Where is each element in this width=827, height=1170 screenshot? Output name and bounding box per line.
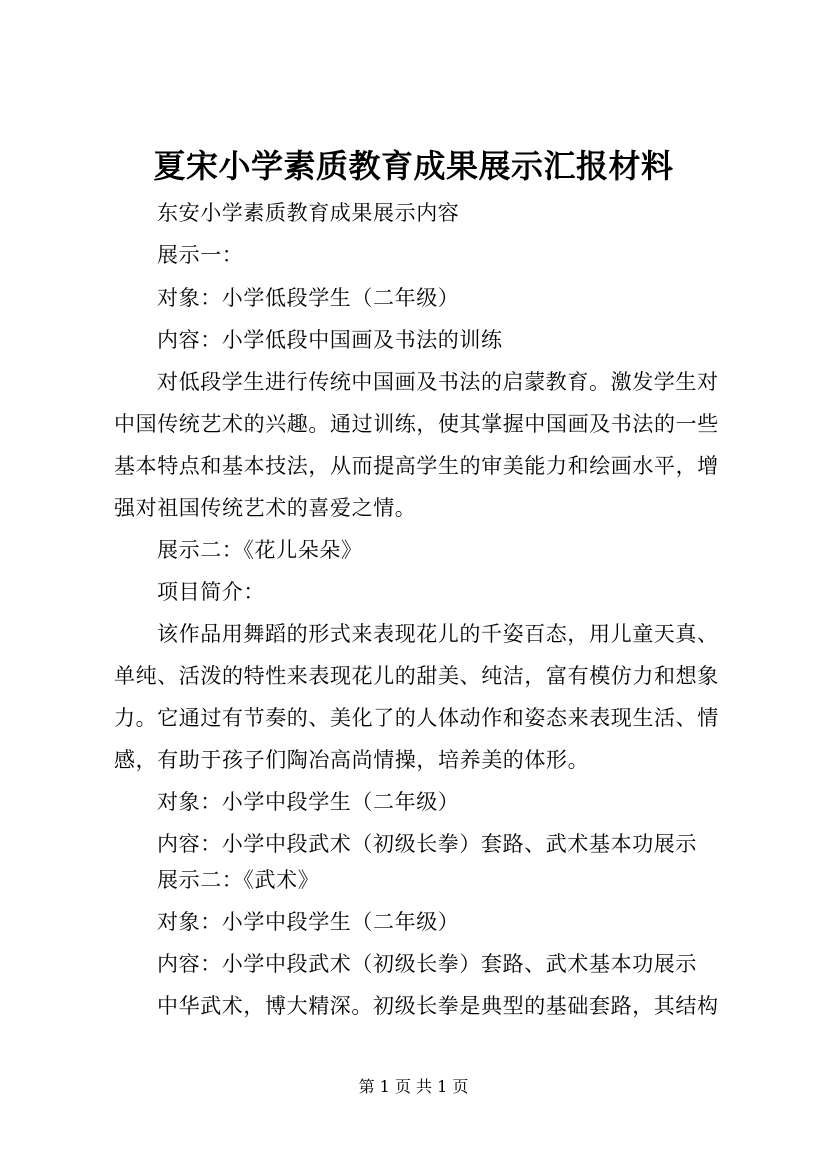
text-line-section-2: 展示二：《花儿朵朵》 <box>157 538 363 562</box>
text-line-section-1: 展示一： <box>157 243 244 267</box>
text-line-target-2: 对象：小学中段学生（二年级） <box>157 790 460 814</box>
text-line-intro-label: 项目简介： <box>157 580 265 604</box>
text-line-paragraph-2: 感，有助于孩子们陶冶高尚情操，培养美的体形。 <box>114 748 590 772</box>
text-line-paragraph-3: 中华武术，博大精深。初级长拳是典型的基础套路，其结构 <box>157 994 719 1018</box>
text-line-paragraph-2: 该作品用舞蹈的形式来表现花儿的千姿百态，用儿童天真、 <box>157 622 719 646</box>
document-title: 夏宋小学素质教育成果展示汇报材料 <box>153 147 674 185</box>
text-line-content-1: 内容：小学低段中国画及书法的训练 <box>157 328 503 352</box>
text-line-paragraph-1: 基本特点和基本技法，从而提高学生的审美能力和绘画水平，增 <box>114 454 719 478</box>
text-line-target-3: 对象：小学中段学生（二年级） <box>157 910 460 934</box>
text-line-section-3: 展示二：《武术》 <box>157 868 320 892</box>
page-footer: 第 1 页 共 1 页 <box>358 1077 469 1096</box>
text-line-paragraph-2: 力。它通过有节奏的、美化了的人体动作和姿态来表现生活、情 <box>114 706 719 730</box>
text-line-subtitle: 东安小学素质教育成果展示内容 <box>157 201 460 225</box>
text-line-paragraph-2: 单纯、活泼的特性来表现花儿的甜美、纯洁，富有模仿力和想象 <box>114 664 719 688</box>
text-line-target-1: 对象：小学低段学生（二年级） <box>157 286 460 310</box>
text-line-paragraph-1: 对低段学生进行传统中国画及书法的启蒙教育。激发学生对 <box>157 370 719 394</box>
text-line-content-3: 内容：小学中段武术（初级长拳）套路、武术基本功展示 <box>157 952 697 976</box>
text-line-paragraph-1: 中国传统艺术的兴趣。通过训练，使其掌握中国画及书法的一些 <box>114 412 719 436</box>
text-line-paragraph-1: 强对祖国传统艺术的喜爱之情。 <box>114 496 417 520</box>
text-line-content-2: 内容：小学中段武术（初级长拳）套路、武术基本功展示 <box>157 832 697 856</box>
